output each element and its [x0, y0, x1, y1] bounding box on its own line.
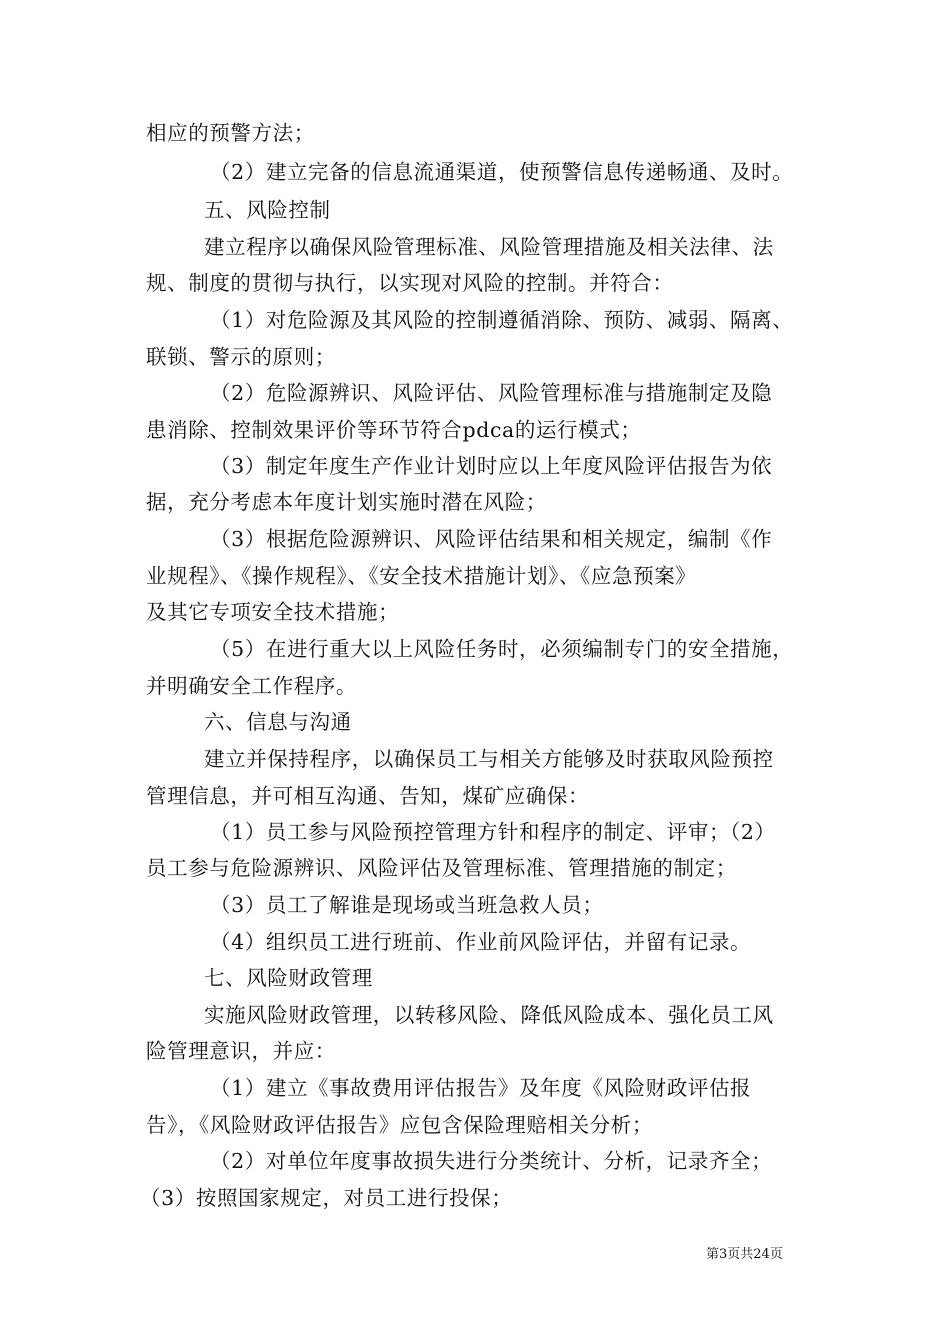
text-line: 实施风险财政管理，以转移风险、降低风险成本、强化员工风: [204, 1003, 774, 1027]
section-heading: 六、信息与沟通: [204, 710, 352, 734]
text-line: 险管理意识，并应：: [146, 1039, 336, 1063]
text-line: 告》，《风险财政评估报告》应包含保险理赔相关分析；: [146, 1113, 653, 1137]
text-line: （4）组织员工进行班前、作业前风险评估，并留有记录。: [210, 930, 752, 954]
text-line: 员工参与危险源辨识、风险评估及管理标准、管理措施的制定；: [146, 856, 737, 880]
page-number-footer: 第3页共24页: [706, 1247, 783, 1262]
text-line: 建立并保持程序，以确保员工与相关方能够及时获取风险预控: [204, 747, 774, 771]
section-heading: 五、风险控制: [204, 198, 331, 222]
text-line: （3）按照国家规定，对员工进行投保；: [140, 1186, 513, 1210]
text-line: 及其它专项安全技术措施；: [146, 600, 400, 624]
text-line: 建立程序以确保风险管理标准、风险管理措施及相关法律、法: [204, 235, 774, 259]
text-line: 并明确安全工作程序。: [146, 674, 357, 698]
text-line: 患消除、控制效果评价等环节符合pdca的运行模式；: [146, 418, 642, 442]
section-heading: 七、风险财政管理: [204, 966, 373, 990]
text-line: （2）危险源辨识、风险评估、风险管理标准与措施制定及隐: [210, 381, 773, 405]
text-line: 规、制度的贯彻与执行，以实现对风险的控制。并符合：: [146, 271, 674, 295]
text-line: 相应的预警方法；: [146, 121, 315, 145]
text-line: 业规程》、《操作规程》、《安全技术措施计划》、《应急预案》: [146, 564, 697, 588]
text-line: （3）制定年度生产作业计划时应以上年度风险评估报告为依: [210, 454, 773, 478]
text-line: 据，充分考虑本年度计划实施时潜在风险；: [146, 490, 547, 514]
text-line: （3）员工了解谁是现场或当班急救人员；: [210, 893, 604, 917]
text-line: （1）对危险源及其风险的控制遵循消除、预防、减弱、隔离、: [210, 308, 794, 332]
text-line: （1）员工参与风险预控管理方针和程序的制定、评审；（2）: [210, 820, 776, 844]
text-line: （5）在进行重大以上风险任务时，必须编制专门的安全措施，: [210, 637, 794, 661]
text-line: 管理信息，并可相互沟通、告知，煤矿应确保：: [146, 784, 590, 808]
text-line: （2）对单位年度事故损失进行分类统计、分析，记录齐全；: [210, 1149, 773, 1173]
text-line: （3）根据危险源辨识、风险评估结果和相关规定，编制《作: [210, 527, 773, 551]
text-line: （2）建立完备的信息流通渠道，使预警信息传递畅通、及时。: [210, 160, 794, 184]
text-line: （1）建立《事故费用评估报告》及年度《风险财政评估报: [210, 1076, 752, 1100]
text-line: 联锁、警示的原则；: [146, 345, 336, 369]
